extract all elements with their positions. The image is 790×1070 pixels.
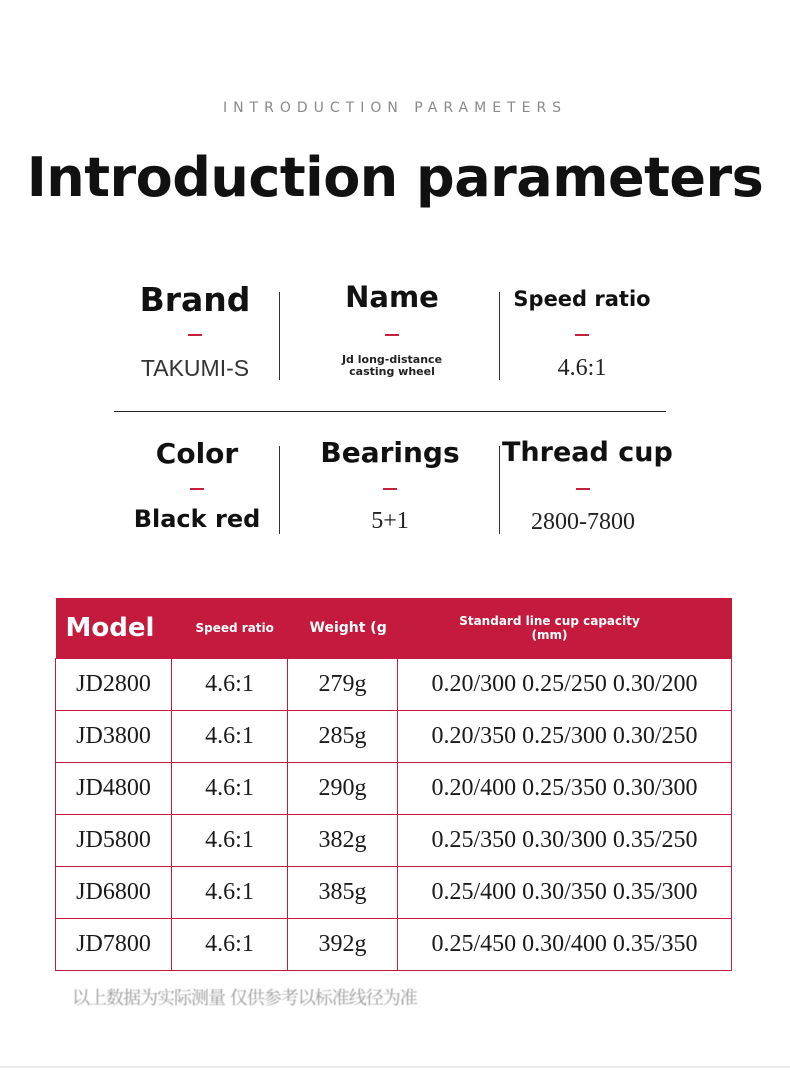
param-speed-ratio [502, 285, 662, 395]
cell-weight: 290g [288, 763, 398, 815]
param-bearings-label: Bearings [320, 436, 460, 469]
param-bearings-value: 5+1 [371, 508, 409, 534]
param-bearings [300, 436, 480, 546]
params-divider-line [114, 411, 666, 412]
param-speed-ratio-value: 4.6:1 [557, 355, 607, 381]
param-thread-cup-label: Thread cup [502, 437, 673, 468]
param-brand-value: TAKUMI-S [140, 355, 250, 381]
cell-model: JD3800 [56, 711, 172, 763]
col-header-model: Model [56, 598, 172, 659]
page-title: Introduction parameters [26, 146, 764, 209]
cell-model: JD6800 [56, 867, 172, 919]
table-row [56, 867, 732, 919]
col-header-capacity-text: Standard line cup capacity (mm) [459, 614, 640, 642]
table-row [56, 711, 732, 763]
cell-speed-ratio: 4.6:1 [172, 711, 288, 763]
param-thread-cup-value: 2800-7800 [531, 509, 635, 535]
table-row [56, 659, 732, 711]
param-name-dash [385, 334, 399, 336]
table-row [56, 919, 732, 971]
cell-speed-ratio: 4.6:1 [172, 815, 288, 867]
cell-speed-ratio: 4.6:1 [172, 919, 288, 971]
param-name-label: Name [345, 280, 439, 314]
cell-capacity: 0.20/400 0.25/350 0.30/300 [398, 763, 732, 815]
cell-speed-ratio: 4.6:1 [172, 763, 288, 815]
cell-capacity: 0.20/350 0.25/300 0.30/250 [398, 711, 732, 763]
param-bearings-dash [383, 488, 397, 490]
cell-speed-ratio: 4.6:1 [172, 867, 288, 919]
param-speed-ratio-dash [575, 334, 589, 336]
cell-speed-ratio: 4.6:1 [172, 659, 288, 711]
footer-note: 以上数据为实际测量 仅供参考以标准线径为准 [72, 988, 417, 1009]
param-thread-cup-dash [576, 488, 590, 490]
param-color-value: Black red [133, 505, 261, 533]
param-divider [279, 292, 280, 380]
param-divider [499, 292, 500, 380]
param-speed-ratio-label: Speed ratio [513, 287, 651, 311]
param-divider [499, 446, 500, 534]
param-color-label: Color [155, 437, 239, 470]
col-header-speed-ratio: Speed ratio [172, 598, 288, 659]
cell-capacity: 0.20/300 0.25/250 0.30/200 [398, 659, 732, 711]
cell-model: JD4800 [56, 763, 172, 815]
cell-model: JD2800 [56, 659, 172, 711]
param-color-dash [190, 488, 204, 490]
cell-weight: 382g [288, 815, 398, 867]
cell-capacity: 0.25/400 0.30/350 0.35/300 [398, 867, 732, 919]
section-eyebrow: INTRODUCTION PARAMETERS [222, 100, 568, 116]
cell-model: JD7800 [56, 919, 172, 971]
cell-model: JD5800 [56, 815, 172, 867]
param-brand-dash [188, 334, 202, 336]
cell-capacity: 0.25/350 0.30/300 0.35/250 [398, 815, 732, 867]
spec-table [55, 598, 732, 971]
cell-weight: 392g [288, 919, 398, 971]
cell-weight: 385g [288, 867, 398, 919]
param-divider [279, 446, 280, 534]
spec-table-header [56, 598, 732, 659]
col-header-capacity [398, 598, 732, 659]
param-brand [115, 280, 275, 390]
param-name-value: Jd long-distance casting wheel [341, 353, 443, 378]
cell-capacity: 0.25/450 0.30/400 0.35/350 [398, 919, 732, 971]
param-name [302, 280, 482, 390]
param-thread-cup [502, 437, 673, 547]
page-bottom-divider [0, 1066, 790, 1068]
cell-weight: 285g [288, 711, 398, 763]
col-header-weight: Weight (g [288, 598, 398, 659]
table-row [56, 815, 732, 867]
param-color [115, 437, 279, 547]
param-brand-label: Brand [139, 280, 251, 319]
cell-weight: 279g [288, 659, 398, 711]
table-row [56, 763, 732, 815]
